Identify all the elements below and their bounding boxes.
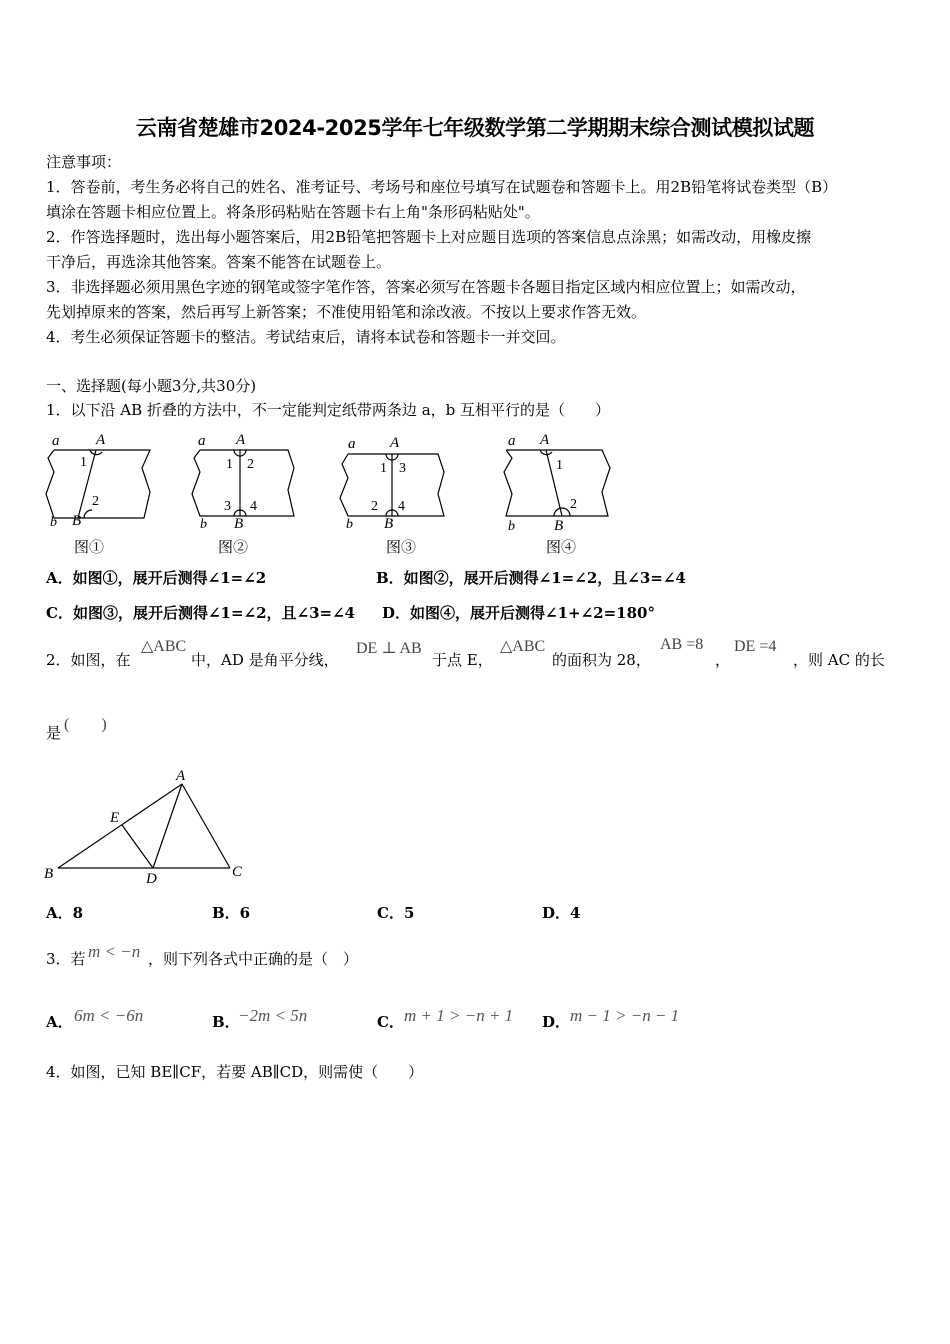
q3-option-d: m − 1 > −n − 1 bbox=[570, 1006, 680, 1025]
q2-paren: ( ) bbox=[64, 716, 107, 733]
fig2-angle-2: 2 bbox=[247, 457, 254, 472]
q2-text-3: 于点 E， bbox=[432, 651, 493, 669]
notice-heading: 注意事项： bbox=[46, 153, 122, 171]
q2-option-a: A．8 bbox=[46, 904, 84, 922]
fig1-label-a: a bbox=[52, 433, 60, 449]
fig3-label-b: b bbox=[346, 517, 353, 532]
fig2-angle-1: 1 bbox=[226, 457, 233, 472]
q2-math-ab: AB =8 bbox=[660, 636, 704, 653]
q3-label-c: C． bbox=[377, 1013, 404, 1031]
q2-triangle-figure bbox=[40, 762, 260, 892]
q1-option-b: B．如图②，展开后测得∠1=∠2，且∠3=∠4 bbox=[376, 569, 686, 587]
q3-label-a: A． bbox=[46, 1013, 73, 1031]
q2-math-triangle-abc: △ABC bbox=[141, 638, 187, 655]
q2-label-A: A bbox=[176, 768, 186, 784]
q3-option-c: m + 1 > −n + 1 bbox=[404, 1006, 514, 1025]
q2-text-5: ，则 AC 的长 bbox=[793, 651, 885, 669]
fig3-label-a: a bbox=[348, 436, 356, 452]
fig2-angle-3: 3 bbox=[224, 499, 231, 514]
q1-figure-2 bbox=[192, 450, 294, 516]
fig4-caption: 图④ bbox=[546, 540, 577, 556]
q2-text-2: 中，AD 是角平分线， bbox=[191, 651, 339, 669]
q3-option-b: −2m < 5n bbox=[238, 1006, 308, 1025]
q2-comma: ， bbox=[715, 651, 731, 669]
q3-label-b: B． bbox=[212, 1013, 240, 1031]
notice-line-5: 3．非选择题必须用黑色字迹的钢笔或签字笔作答，答案必须写在答题卡各题目指定区域内相应位置上；如需改动， bbox=[46, 278, 806, 296]
fig2-label-a: a bbox=[198, 433, 206, 449]
fig4-label-a: a bbox=[508, 433, 516, 449]
q3-stem-pre: 3．若 bbox=[46, 950, 86, 968]
fig1-label-B: B bbox=[72, 513, 82, 529]
notice-line-4: 干净后，再选涂其他答案。答案不能答在试题卷上。 bbox=[46, 253, 392, 271]
fig1-angle-1: 1 bbox=[80, 455, 87, 470]
q2-text-4: 的面积为 28， bbox=[552, 651, 651, 669]
fig4-label-B: B bbox=[554, 518, 564, 534]
q2-label-C: C bbox=[232, 864, 243, 880]
fig2-label-b: b bbox=[200, 517, 207, 532]
fig2-label-B: B bbox=[234, 516, 244, 532]
q2-option-d: D．4 bbox=[542, 904, 581, 922]
q2-label-E: E bbox=[110, 810, 120, 826]
fig4-angle-1: 1 bbox=[556, 458, 563, 473]
q2-option-c: C．5 bbox=[377, 904, 415, 922]
fig2-angle-4: 4 bbox=[250, 499, 257, 514]
q1-figures bbox=[40, 428, 620, 558]
fig1-angle-2: 2 bbox=[92, 494, 99, 509]
q2-label-B: B bbox=[44, 866, 54, 882]
notice-line-6: 先划掉原来的答案，然后再写上新答案；不准使用铅笔和涂改液。不按以上要求作答无效。 bbox=[46, 303, 647, 321]
q3-stem-post: ，则下列各式中正确的是（ ） bbox=[148, 950, 359, 968]
fig1-caption: 图① bbox=[74, 540, 105, 556]
notice-line-7: 4．考生必须保证答题卡的整洁。考试结束后，请将本试卷和答题卡一并交回。 bbox=[46, 328, 566, 346]
q3-option-a: 6m < −6n bbox=[74, 1006, 144, 1025]
fig3-label-B: B bbox=[384, 516, 394, 532]
q2-text-6: 是 bbox=[46, 724, 62, 742]
fig4-angle-2: 2 bbox=[570, 497, 577, 512]
q3-condition: m < −n bbox=[88, 942, 141, 961]
q2-math-de: DE =4 bbox=[734, 638, 777, 655]
section-heading: 一、选择题(每小题3分,共30分) bbox=[46, 377, 257, 395]
fig3-angle-3: 3 bbox=[399, 461, 406, 476]
fig3-angle-4: 4 bbox=[398, 499, 405, 514]
fig3-label-A: A bbox=[390, 435, 400, 451]
fig3-angle-2: 2 bbox=[371, 499, 378, 514]
notice-line-2: 填涂在答题卡相应位置上。将条形码粘贴在答题卡右上角"条形码粘贴处"。 bbox=[46, 203, 540, 221]
notice-line-1: 1．答卷前，考生务必将自己的姓名、准考证号、考场号和座位号填写在试题卷和答题卡上。用2B铅笔将试卷类型（B） bbox=[46, 178, 838, 196]
fig2-label-A: A bbox=[236, 432, 246, 448]
q1-option-a: A．如图①，展开后测得∠1=∠2 bbox=[46, 569, 267, 587]
fig1-label-A: A bbox=[96, 432, 106, 448]
q1-option-d: D．如图④，展开后测得∠1+∠2=180° bbox=[382, 604, 655, 622]
fig3-angle-1: 1 bbox=[380, 461, 387, 476]
q4-stem: 4．如图，已知 BE∥CF，若要 AB∥CD，则需使（ ） bbox=[46, 1063, 424, 1081]
q1-figure-3 bbox=[340, 454, 444, 516]
q1-stem: 1．以下沿 AB 折叠的方法中，不一定能判定纸带两条边 a，b 互相平行的是（ ） bbox=[46, 401, 611, 419]
q2-math-de-perp-ab: DE ⊥ AB bbox=[356, 640, 422, 657]
fig4-label-b: b bbox=[508, 519, 515, 534]
fig4-label-A: A bbox=[540, 432, 550, 448]
q1-option-c: C．如图③，展开后测得∠1=∠2，且∠3=∠4 bbox=[46, 604, 356, 622]
q3-label-d: D． bbox=[542, 1013, 571, 1031]
page-title: 云南省楚雄市2024-2025学年七年级数学第二学期期末综合测试模拟试题 bbox=[135, 116, 815, 140]
q2-math-triangle-abc-2: △ABC bbox=[500, 638, 546, 655]
notice-line-3: 2．作答选择题时，选出每小题答案后，用2B铅笔把答题卡上对应题目选项的答案信息点涂黑；如需改动，用橡皮擦 bbox=[46, 228, 812, 246]
fig3-caption: 图③ bbox=[386, 540, 417, 556]
q2-label-D: D bbox=[146, 871, 157, 887]
fig1-label-b: b bbox=[50, 515, 57, 530]
fig2-caption: 图② bbox=[218, 540, 249, 556]
q2-option-b: B．6 bbox=[212, 904, 251, 922]
q2-text-1: 2．如图，在 bbox=[46, 651, 131, 669]
